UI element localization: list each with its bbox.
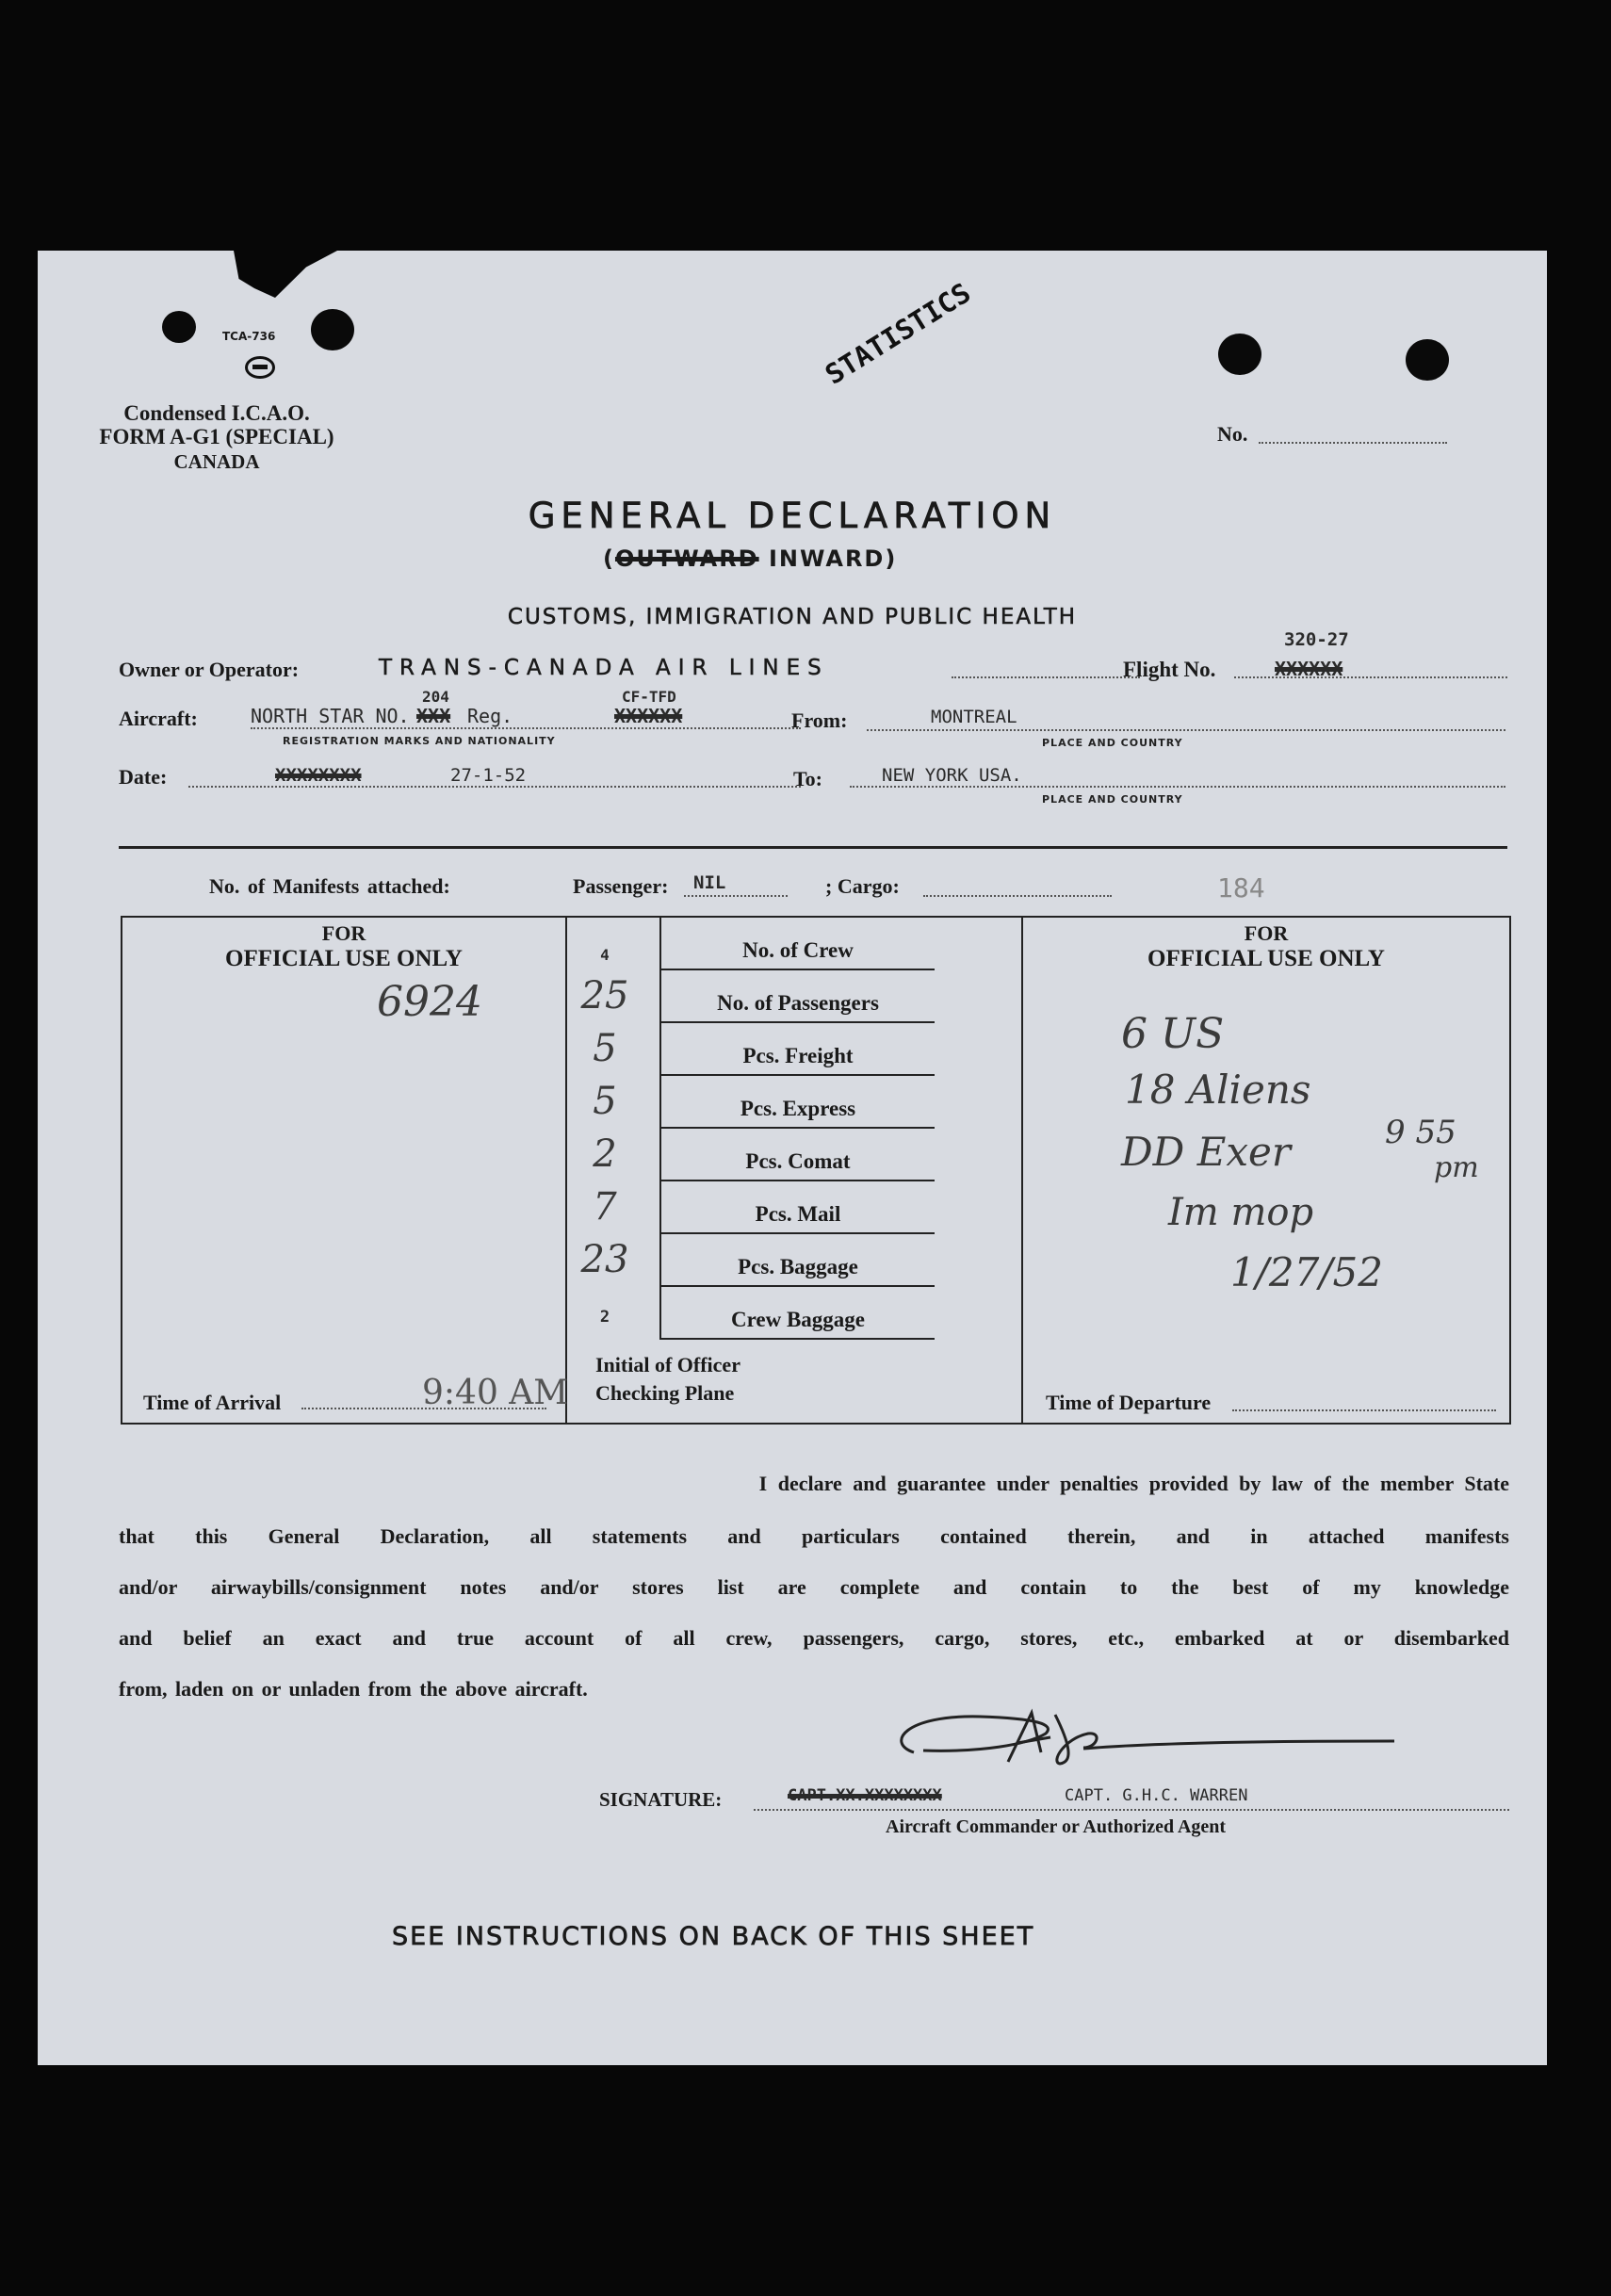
- right-note-dd: DD Exer: [1121, 1129, 1291, 1175]
- value-freight: 5: [593, 1027, 617, 1070]
- time-departure-field-line[interactable]: [1232, 1409, 1496, 1411]
- date-label: Date:: [119, 765, 168, 789]
- passenger-value: NIL: [693, 872, 726, 893]
- row-label-baggage: Pcs. Baggage: [738, 1255, 858, 1278]
- table-divider-right: [1021, 918, 1023, 1423]
- left-header-for: FOR: [321, 921, 366, 945]
- divider: [119, 846, 1507, 849]
- value-crew-baggage: 2: [599, 1308, 610, 1327]
- initial-label-2: Checking Plane: [595, 1381, 735, 1405]
- initial-label-1: Initial of Officer: [595, 1353, 740, 1376]
- owner-value: TRANS-CANADA AIR LINES: [379, 656, 829, 680]
- counts-column: [567, 918, 1021, 1423]
- form-code: TCA-736: [222, 330, 276, 343]
- statistics-stamp: STATISTICS: [820, 276, 977, 391]
- right-header-official: OFFICIAL USE ONLY: [1147, 946, 1385, 971]
- subtitle: CUSTOMS, IMMIGRATION AND PUBLIC HEALTH: [507, 605, 1078, 629]
- value-passengers: 25: [580, 974, 629, 1018]
- to-label: To:: [793, 767, 822, 790]
- punch-hole-icon: [1406, 339, 1449, 381]
- no-field[interactable]: [1259, 442, 1447, 444]
- form-line3: CANADA: [173, 450, 260, 473]
- row-label-passengers: No. of Passengers: [717, 991, 879, 1015]
- from-label: From:: [791, 708, 848, 732]
- date-value: 27-1-52: [450, 765, 527, 786]
- right-header-for: FOR: [1244, 921, 1289, 945]
- left-header-official: OFFICIAL USE ONLY: [225, 946, 463, 971]
- declaration-sheet: [38, 251, 1547, 2065]
- tca-logo-icon: [245, 356, 275, 379]
- right-note-aliens: 18 Aliens: [1125, 1067, 1311, 1113]
- reg-caption: REGISTRATION MARKS AND NATIONALITY: [283, 735, 556, 747]
- owner-label: Owner or Operator:: [119, 658, 300, 681]
- outward-struck: OUTWARD: [614, 546, 759, 572]
- flight-value: 320-27: [1284, 629, 1349, 650]
- form-line2: FORM A-G1 (SPECIAL): [99, 425, 334, 448]
- row-label-comat: Pcs. Comat: [745, 1149, 851, 1173]
- owner-field-line: [952, 676, 1140, 678]
- count-rows: [661, 918, 935, 1340]
- aircraft-value: NORTH STAR NO.: [251, 705, 410, 727]
- to-caption: PLACE AND COUNTRY: [1042, 793, 1183, 806]
- row-label-mail: Pcs. Mail: [755, 1202, 841, 1226]
- reg-label: Reg.: [467, 705, 513, 727]
- punch-hole-icon: [1218, 334, 1261, 375]
- aircraft-field-line[interactable]: [251, 727, 801, 729]
- left-note: 6924: [377, 978, 482, 1026]
- torn-corner: [234, 251, 337, 298]
- declaration-line-3: and/or airwaybills/consignment notes and/or stores list are complete and contain to the best of my knowledge: [119, 1575, 1509, 1599]
- from-caption: PLACE AND COUNTRY: [1042, 737, 1183, 749]
- flight-label: Flight No.: [1123, 658, 1216, 681]
- official-table: [121, 916, 1511, 1425]
- to-field-line[interactable]: [850, 786, 1505, 788]
- manifests-label: No. of Manifests attached:: [209, 874, 450, 898]
- row-label-freight: Pcs. Freight: [742, 1044, 854, 1067]
- signature-label: SIGNATURE:: [599, 1788, 723, 1811]
- to-value: NEW YORK USA.: [882, 765, 1022, 786]
- time-departure-label: Time of Departure: [1046, 1391, 1212, 1414]
- footer-instructions: SEE INSTRUCTIONS ON BACK OF THIS SHEET: [392, 1922, 1035, 1951]
- row-label-crew-baggage: Crew Baggage: [730, 1308, 866, 1331]
- right-note-time: 9 55: [1385, 1114, 1456, 1151]
- from-field-line[interactable]: [867, 729, 1505, 731]
- handwritten-signature: [867, 1696, 1404, 1781]
- reg-struck: XXXXXX: [614, 705, 683, 727]
- row-label-express: Pcs. Express: [740, 1097, 856, 1120]
- cargo-value: 184: [1217, 872, 1265, 904]
- date-field-line[interactable]: [188, 786, 801, 788]
- cargo-label: ; Cargo:: [825, 874, 900, 898]
- reg-value: CF-TFD: [622, 688, 676, 706]
- signature-name: CAPT. G.H.C. WARREN: [1065, 1786, 1248, 1805]
- date-struck: XXXXXXXX: [275, 765, 362, 786]
- inward-label: INWARD): [768, 546, 898, 572]
- value-mail: 7: [593, 1185, 617, 1229]
- value-express: 5: [593, 1080, 617, 1123]
- punch-hole-icon: [162, 311, 196, 343]
- open-paren: (: [603, 546, 615, 572]
- aircraft-no: 204: [422, 688, 449, 706]
- outward-inward-line: [603, 546, 897, 572]
- row-label-crew: No. of Crew: [742, 938, 854, 962]
- right-note-pm: pm: [1434, 1151, 1479, 1184]
- time-arrival-field-line[interactable]: [301, 1408, 546, 1409]
- declaration-line-2: that this General Declaration, all statements and particulars contained therein, and in attached manifests: [119, 1524, 1509, 1548]
- cargo-field-line[interactable]: [923, 895, 1112, 897]
- declaration-line-1: I declare and guarantee under penalties provided by law of the member State: [758, 1472, 1509, 1495]
- passenger-field-line[interactable]: [684, 895, 788, 897]
- time-arrival-label: Time of Arrival: [143, 1391, 282, 1414]
- declaration-line-5: from, laden on or unladen from the above aircraft.: [119, 1677, 588, 1701]
- signature-caption: Aircraft Commander or Authorized Agent: [886, 1816, 1227, 1837]
- signature-field-line[interactable]: [754, 1809, 1509, 1811]
- value-comat: 2: [593, 1132, 617, 1176]
- aircraft-no-struck: XXX: [416, 705, 451, 727]
- from-value: MONTREAL: [931, 707, 1017, 727]
- declaration-line-4: and belief an exact and true account of all crew, passengers, cargo, stores, etc., embarked at or disembarked: [119, 1626, 1509, 1650]
- right-note-date: 1/27/52: [1230, 1249, 1383, 1295]
- right-note-us: 6 US: [1121, 1010, 1225, 1058]
- form-line1: Condensed I.C.A.O.: [123, 401, 310, 425]
- signature-struck: CAPT.XX.XXXXXXXX: [788, 1786, 942, 1805]
- aircraft-label: Aircraft:: [119, 707, 198, 730]
- time-arrival-value: 9:40 AM: [422, 1374, 569, 1412]
- flight-struck: XXXXXX: [1275, 658, 1343, 680]
- punch-hole-icon: [311, 309, 354, 350]
- page-title: GENERAL DECLARATION: [528, 496, 1057, 536]
- value-baggage: 23: [580, 1238, 629, 1281]
- passenger-label: Passenger:: [573, 874, 669, 898]
- value-crew: 4: [600, 946, 610, 964]
- right-note-initials: Im mop: [1168, 1191, 1314, 1234]
- flight-field-line[interactable]: [1234, 676, 1507, 678]
- no-label: No.: [1217, 422, 1248, 446]
